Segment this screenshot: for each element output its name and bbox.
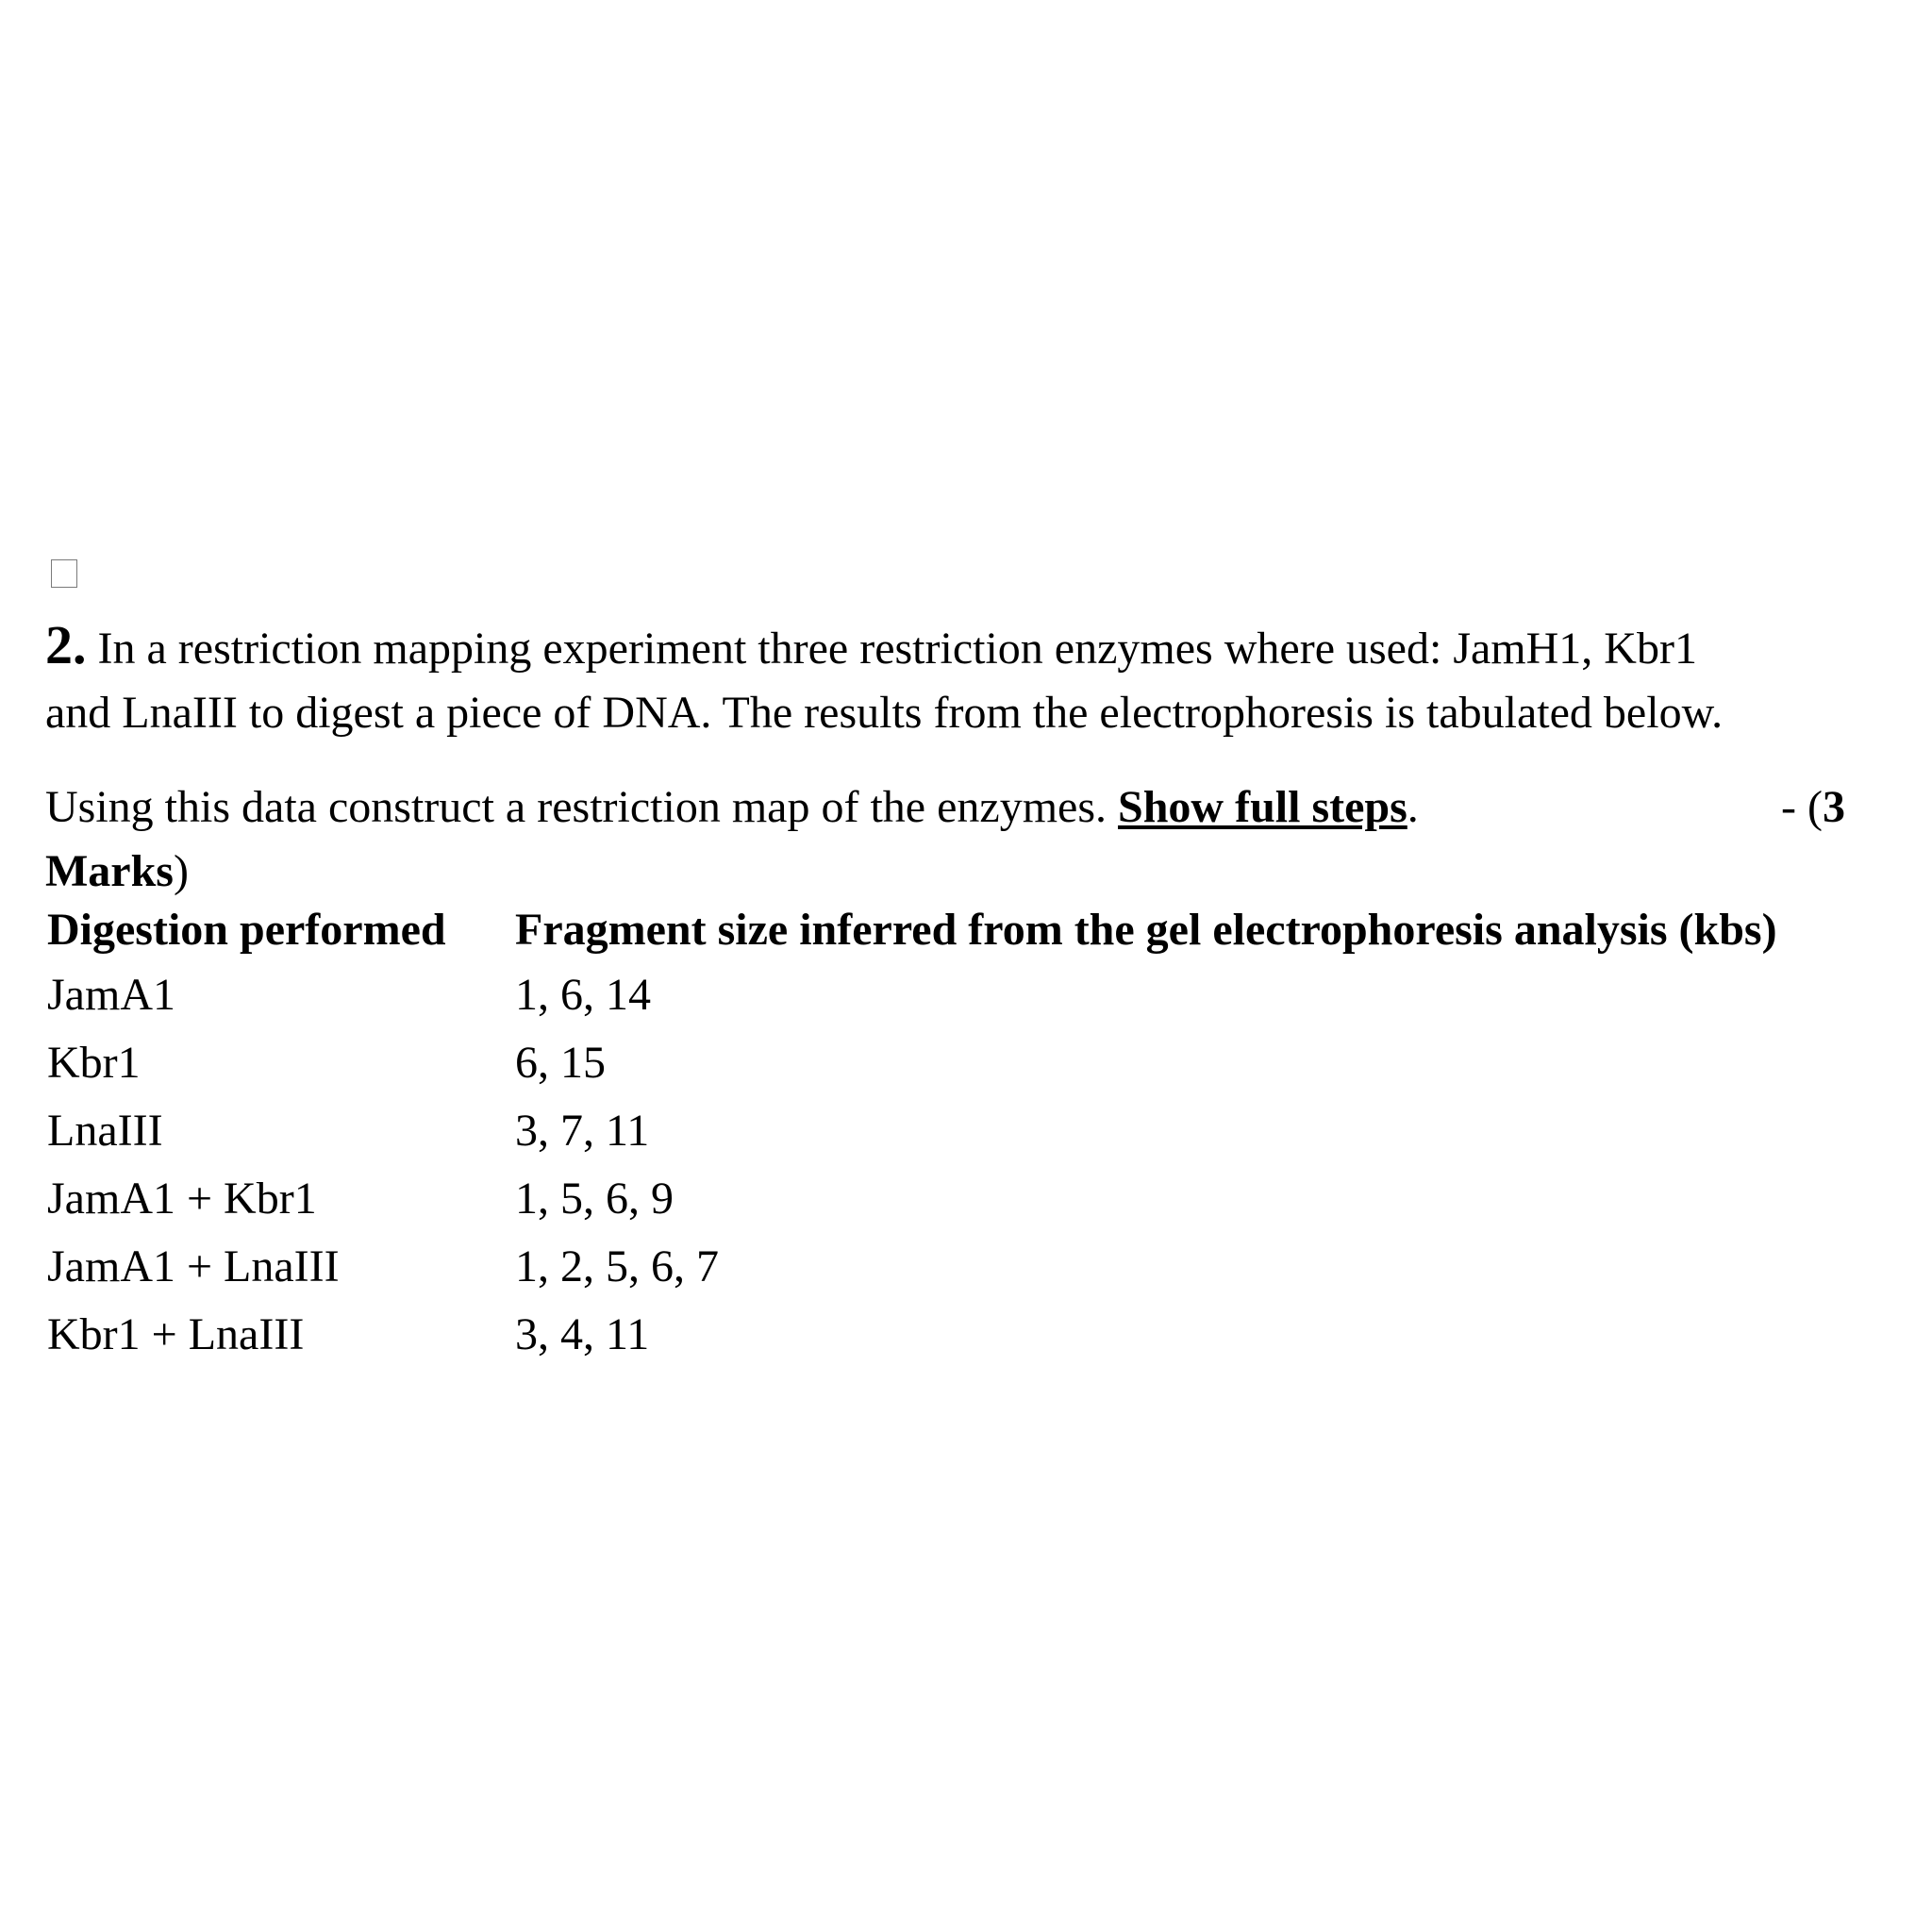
- fragments-cell: 1, 5, 6, 9: [515, 1173, 674, 1224]
- digestion-cell: JamA1 + LnaIII: [47, 1241, 340, 1291]
- marks-close-paren: ): [173, 846, 189, 896]
- fragments-cell: 3, 4, 11: [515, 1308, 650, 1359]
- instruction-text: Using this data construct a restriction map of the enzymes.: [45, 782, 1119, 832]
- fragments-cell: 6, 15: [515, 1037, 606, 1088]
- show-full-steps-emphasis: Show full steps: [1118, 782, 1407, 832]
- digestion-cell: LnaIII: [47, 1105, 163, 1156]
- table-row: [47, 1232, 1777, 1300]
- table-row: [47, 1300, 1777, 1368]
- header-digestion: Digestion performed: [47, 904, 446, 955]
- instruction: [45, 775, 1923, 896]
- digestion-table: [47, 898, 1777, 1368]
- question-number: 2.: [45, 614, 87, 675]
- table-row: [47, 960, 1777, 1028]
- digestion-cell: JamA1: [47, 969, 175, 1020]
- fragments-cell: 3, 7, 11: [515, 1105, 650, 1156]
- table-header-row: [47, 898, 1777, 960]
- question-line-2: and LnaIII to digest a piece of DNA. The results from the electrophoresis is tabulated below.: [45, 688, 1724, 738]
- table-row: [47, 1028, 1777, 1096]
- marks-label-start: [1781, 775, 1845, 840]
- marks-label-end: [45, 840, 189, 904]
- answer-checkbox[interactable]: [51, 559, 77, 588]
- table-row: [47, 1096, 1777, 1164]
- fragments-cell: 1, 6, 14: [515, 969, 651, 1020]
- question-line-1: In a restriction mapping experiment three restriction enzymes where used: JamH1, Kbr1: [97, 624, 1697, 674]
- header-fragments: Fragment size inferred from the gel electrophoresis analysis (kbs): [515, 904, 1777, 955]
- digestion-cell: JamA1 + Kbr1: [47, 1173, 317, 1224]
- question-text: [45, 613, 1923, 745]
- fragments-cell: 1, 2, 5, 6, 7: [515, 1241, 719, 1291]
- marks-word: Marks: [45, 846, 174, 896]
- table-row: [47, 1164, 1777, 1232]
- marks-dash: - (: [1781, 782, 1823, 832]
- marks-number: 3: [1822, 782, 1845, 832]
- digestion-cell: Kbr1: [47, 1037, 141, 1088]
- instruction-period: .: [1407, 782, 1419, 832]
- digestion-cell: Kbr1 + LnaIII: [47, 1308, 305, 1359]
